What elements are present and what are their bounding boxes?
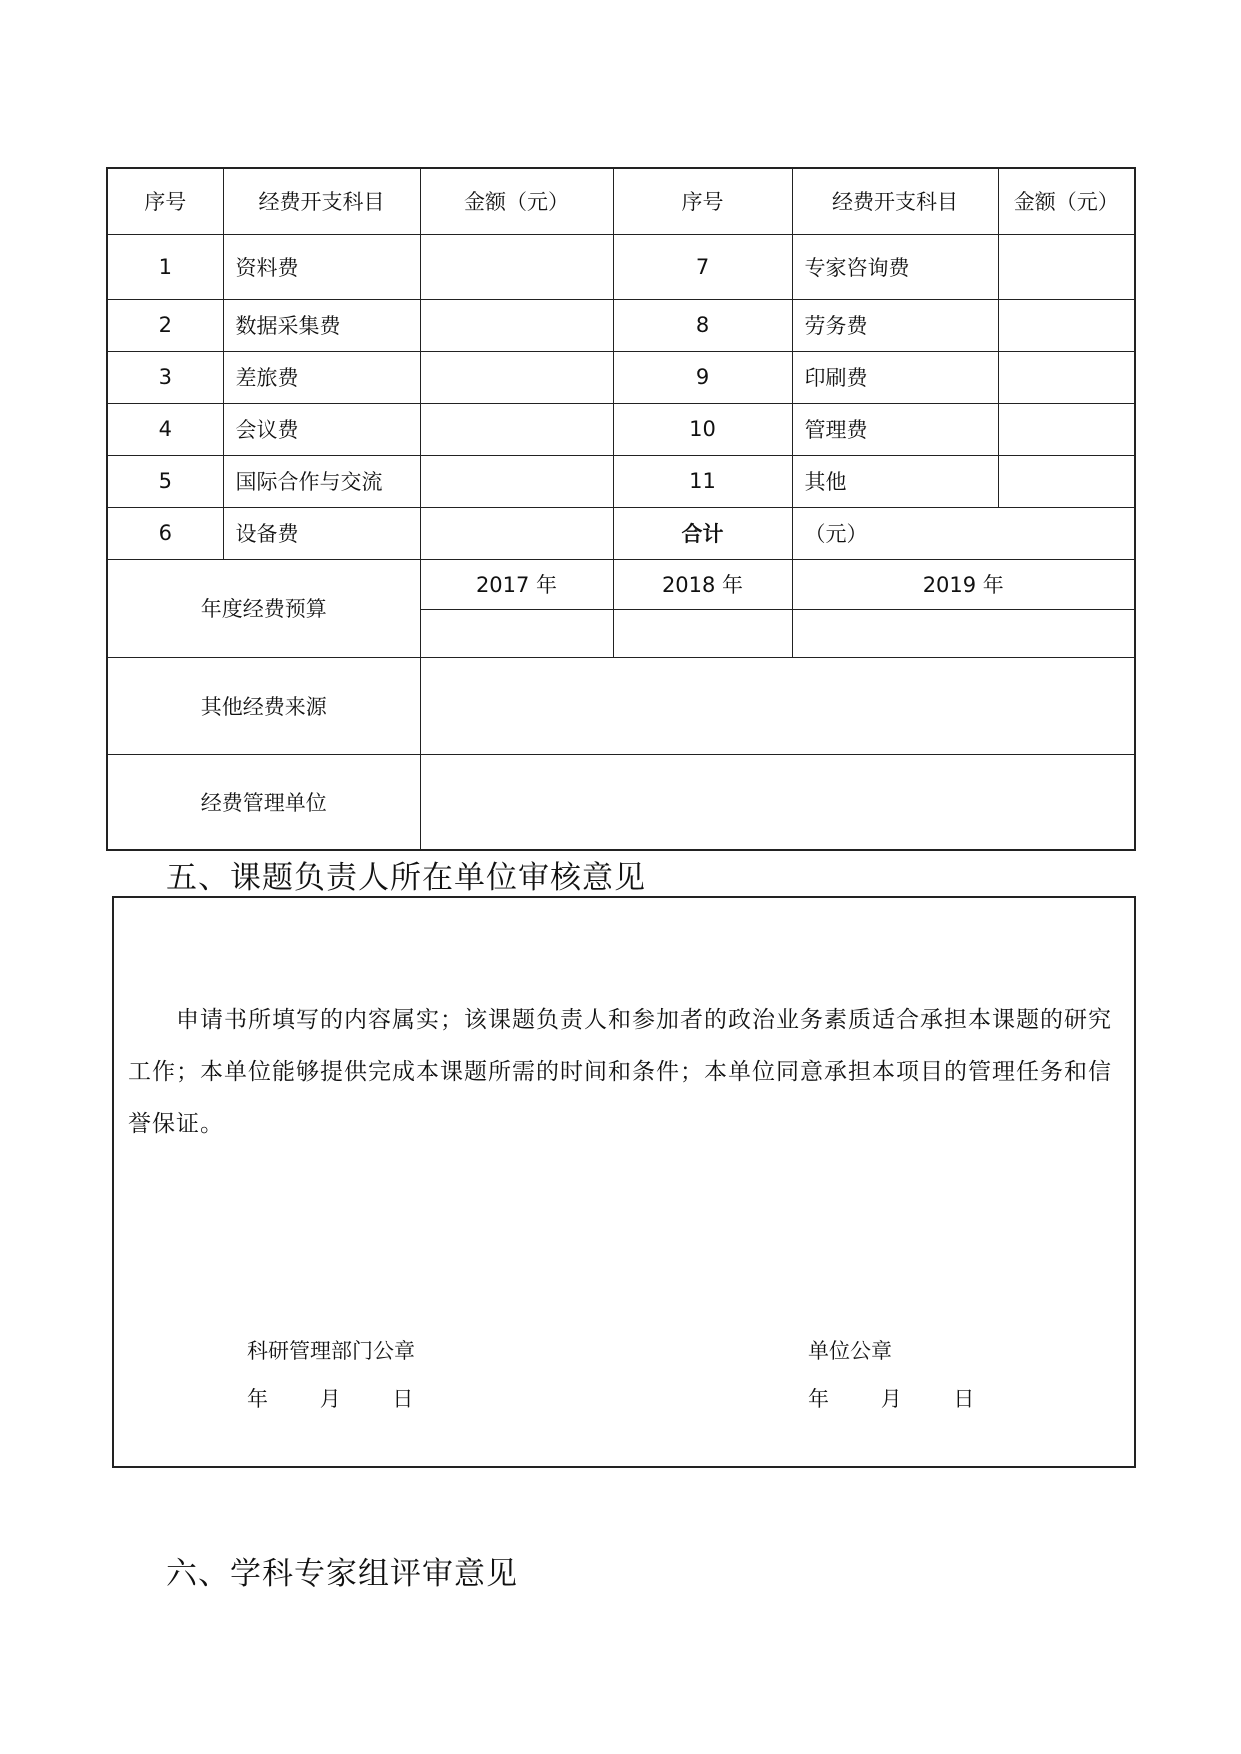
management-unit-cell[interactable] xyxy=(420,754,1135,850)
row-item: 印刷费 xyxy=(792,351,998,403)
row-item: 管理费 xyxy=(792,403,998,455)
row-item: 差旅费 xyxy=(223,351,420,403)
row-item: 劳务费 xyxy=(792,299,998,351)
row-no: 2 xyxy=(107,299,223,351)
table-header-row xyxy=(107,168,1135,234)
header-item-right: 经费开支科目 xyxy=(792,168,998,234)
row-item: 国际合作与交流 xyxy=(223,455,420,507)
management-unit-label: 经费管理单位 xyxy=(107,754,420,850)
management-unit-row xyxy=(107,754,1135,850)
date-month: 月 xyxy=(319,1387,341,1411)
table-row xyxy=(107,299,1135,351)
table-row xyxy=(107,403,1135,455)
right-date-line xyxy=(808,1383,974,1413)
date-year: 年 xyxy=(808,1387,829,1411)
row-no: 5 xyxy=(107,455,223,507)
date-day: 日 xyxy=(953,1387,975,1411)
table-row xyxy=(107,351,1135,403)
row-no: 1 xyxy=(107,234,223,299)
table-row xyxy=(107,455,1135,507)
row-item: 其他 xyxy=(792,455,998,507)
amount-cell[interactable] xyxy=(998,351,1135,403)
other-sources-label: 其他经费来源 xyxy=(107,657,420,754)
date-month: 月 xyxy=(880,1387,902,1411)
row-item: 专家咨询费 xyxy=(792,234,998,299)
header-no-left: 序号 xyxy=(107,168,223,234)
year-2019: 2019 年 xyxy=(792,559,1135,609)
total-amount-cell[interactable]: （元） xyxy=(792,507,1135,559)
amount-cell[interactable] xyxy=(420,403,613,455)
year-2017: 2017 年 xyxy=(420,559,613,609)
header-item-left: 经费开支科目 xyxy=(223,168,420,234)
annual-budget-years-row xyxy=(107,559,1135,609)
row-no: 8 xyxy=(613,299,792,351)
section-six-title: 六、学科专家组评审意见 xyxy=(166,1556,518,1592)
research-dept-seal-label: 科研管理部门公章 xyxy=(247,1339,415,1363)
row-item: 资料费 xyxy=(223,234,420,299)
left-date-line xyxy=(247,1383,413,1413)
total-label: 合计 xyxy=(613,507,792,559)
date-year: 年 xyxy=(247,1387,268,1411)
amount-cell[interactable] xyxy=(420,299,613,351)
row-item: 数据采集费 xyxy=(223,299,420,351)
row-no: 3 xyxy=(107,351,223,403)
amount-cell[interactable] xyxy=(998,234,1135,299)
other-sources-row xyxy=(107,657,1135,754)
row-no: 9 xyxy=(613,351,792,403)
header-amount-right: 金额（元） xyxy=(998,168,1135,234)
amount-cell[interactable] xyxy=(420,507,613,559)
row-no: 11 xyxy=(613,455,792,507)
row-no: 10 xyxy=(613,403,792,455)
unit-review-box xyxy=(112,896,1136,1468)
budget-table xyxy=(106,167,1136,851)
row-item: 会议费 xyxy=(223,403,420,455)
amount-cell[interactable] xyxy=(420,455,613,507)
amount-cell[interactable] xyxy=(420,351,613,403)
table-row xyxy=(107,234,1135,299)
row-no: 6 xyxy=(107,507,223,559)
amount-cell[interactable] xyxy=(998,299,1135,351)
amount-cell[interactable] xyxy=(420,234,613,299)
date-day: 日 xyxy=(392,1387,414,1411)
header-no-right: 序号 xyxy=(613,168,792,234)
annual-budget-label: 年度经费预算 xyxy=(107,559,420,657)
row-item: 设备费 xyxy=(223,507,420,559)
budget-2019-cell[interactable] xyxy=(792,609,1135,657)
row-no: 4 xyxy=(107,403,223,455)
unit-seal-label: 单位公章 xyxy=(808,1339,892,1363)
row-no: 7 xyxy=(613,234,792,299)
other-sources-cell[interactable] xyxy=(420,657,1135,754)
table-row xyxy=(107,507,1135,559)
review-statement: 申请书所填写的内容属实；该课题负责人和参加者的政治业务素质适合承担本课题的研究工作；本单位能够提供完成本课题所需的时间和条件；本单位同意承担本项目的管理任务和信誉保证。 xyxy=(128,1007,1112,1137)
amount-cell[interactable] xyxy=(998,403,1135,455)
year-2018: 2018 年 xyxy=(613,559,792,609)
budget-2017-cell[interactable] xyxy=(420,609,613,657)
section-five-title: 五、课题负责人所在单位审核意见 xyxy=(166,860,646,896)
budget-2018-cell[interactable] xyxy=(613,609,792,657)
amount-cell[interactable] xyxy=(998,455,1135,507)
header-amount-left: 金额（元） xyxy=(420,168,613,234)
